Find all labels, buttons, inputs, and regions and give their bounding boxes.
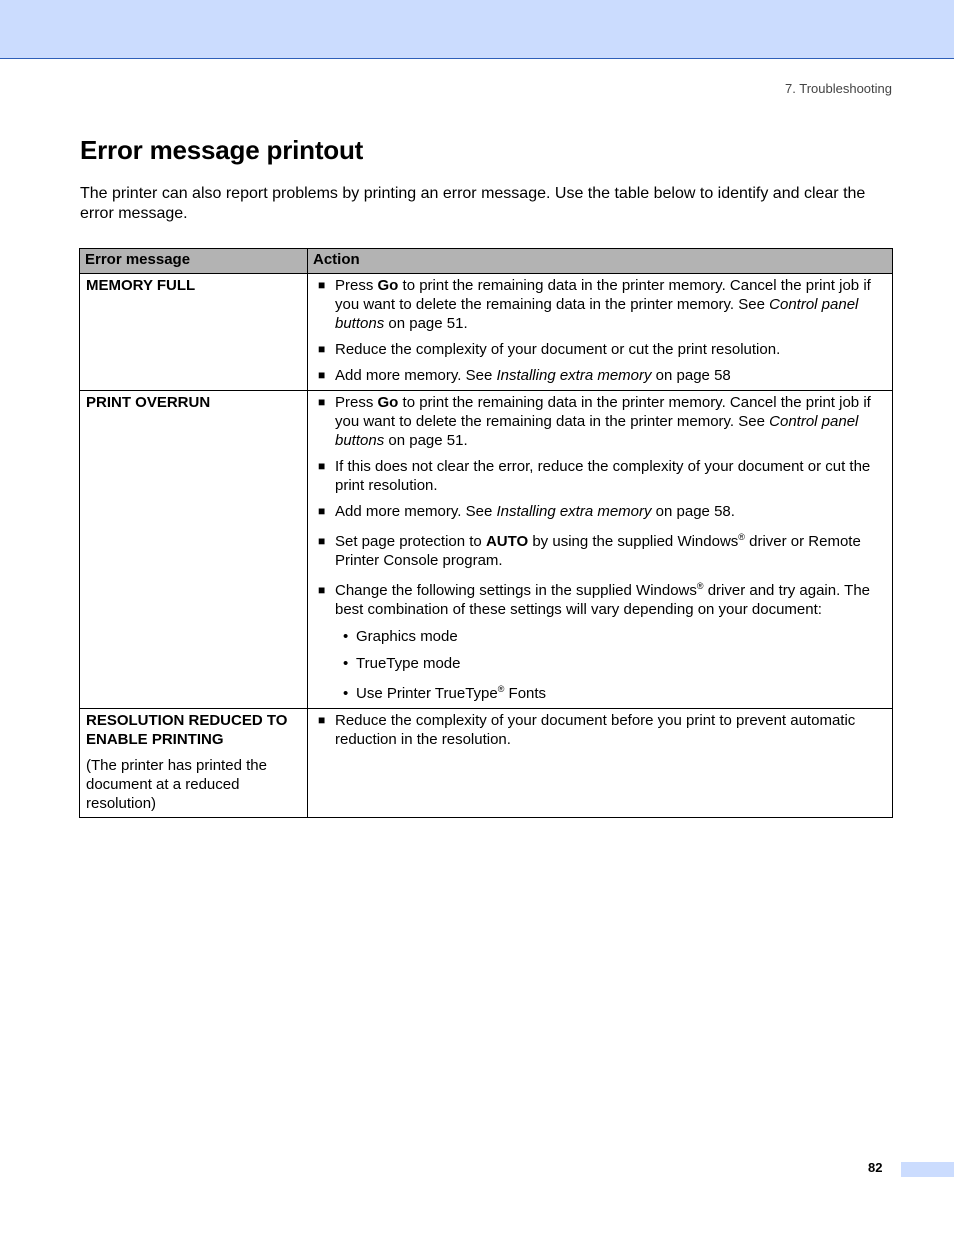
- page-title: Error message printout: [80, 135, 364, 165]
- error-message-title: MEMORY FULL: [86, 277, 196, 294]
- action-item: ■ If this does not clear the error, reduce the complexity of your document or cut the print resolution.: [318, 458, 871, 494]
- button-name: Go: [377, 394, 399, 411]
- dot-bullet-icon: •: [343, 628, 349, 645]
- column-header-error-message: Error message: [80, 249, 308, 274]
- action-item: ■ Press Go to print the remaining data in the printer memory. Cancel the print job if you want to delete the remaining data in the printer memory. See Control panel buttons on page 51.: [318, 394, 871, 449]
- square-bullet-icon: ■: [318, 504, 326, 518]
- action-item: ■ Set page protection to AUTO by using the supplied Windows® driver or Remote Printer Console program.: [318, 532, 861, 569]
- page-number-bar: [901, 1162, 954, 1177]
- column-header-action: Action: [308, 249, 893, 274]
- error-message-cell: [80, 391, 308, 709]
- square-bullet-icon: ■: [318, 583, 326, 597]
- table-row: [80, 391, 893, 709]
- setting-value: AUTO: [485, 533, 529, 550]
- table-row: [80, 274, 893, 391]
- sub-item: • Use Printer TrueType® Fonts: [343, 684, 547, 702]
- dot-bullet-icon: •: [343, 655, 349, 672]
- action-item: ■ Reduce the complexity of your document or cut the print resolution.: [318, 341, 781, 358]
- sub-item: • Graphics mode: [343, 628, 458, 645]
- action-item: ■ Add more memory. See Installing extra memory on page 58: [318, 367, 731, 384]
- square-bullet-icon: ■: [318, 368, 326, 382]
- action-item: ■ Reduce the complexity of your document before you print to prevent automatic reduction in the resolution.: [318, 712, 856, 748]
- square-bullet-icon: ■: [318, 395, 326, 409]
- action-cell: [308, 391, 893, 709]
- error-message-title: RESOLUTION REDUCED TO ENABLE PRINTING: [86, 712, 288, 748]
- button-name: Go: [377, 277, 399, 294]
- square-bullet-icon: ■: [318, 278, 326, 292]
- error-message-note: (The printer has printed the document at a reduced resolution): [86, 757, 267, 812]
- top-band: [0, 0, 954, 59]
- sub-item: • TrueType mode: [343, 655, 461, 672]
- error-message-cell: [80, 709, 308, 818]
- cross-reference: Installing extra memory: [496, 367, 652, 384]
- error-message-table: [79, 248, 893, 818]
- action-item: ■ Press Go to print the remaining data in the printer memory. Cancel the print job if you want to delete the remaining data in the printer memory. See Control panel buttons on page 51.: [318, 277, 871, 332]
- section-header: 7. Troubleshooting: [785, 81, 892, 96]
- cross-reference: Control panel buttons: [335, 413, 859, 449]
- action-cell: [308, 709, 893, 818]
- error-message-cell: [80, 274, 308, 391]
- square-bullet-icon: ■: [318, 713, 326, 727]
- table-row: [80, 709, 893, 818]
- registered-mark: ®: [738, 532, 745, 542]
- square-bullet-icon: ■: [318, 459, 326, 473]
- cross-reference: Installing extra memory: [496, 503, 652, 520]
- registered-mark: ®: [497, 684, 505, 694]
- registered-mark: ®: [696, 581, 704, 591]
- square-bullet-icon: ■: [318, 342, 326, 356]
- intro-paragraph: The printer can also report problems by printing an error message. Use the table below to identify and clear the error message.: [80, 185, 866, 222]
- table-header-row: [80, 249, 893, 274]
- error-message-title: PRINT OVERRUN: [86, 394, 211, 411]
- action-cell: [308, 274, 893, 391]
- page-number: 82: [868, 1160, 883, 1175]
- action-item: ■ Add more memory. See Installing extra memory on page 58.: [318, 503, 735, 520]
- dot-bullet-icon: •: [343, 685, 349, 702]
- square-bullet-icon: ■: [318, 534, 326, 548]
- action-item: ■ Change the following settings in the supplied Windows® driver and try again. The best combination of these settings will vary depending on your document:: [318, 581, 871, 618]
- cross-reference: Control panel buttons: [335, 296, 859, 332]
